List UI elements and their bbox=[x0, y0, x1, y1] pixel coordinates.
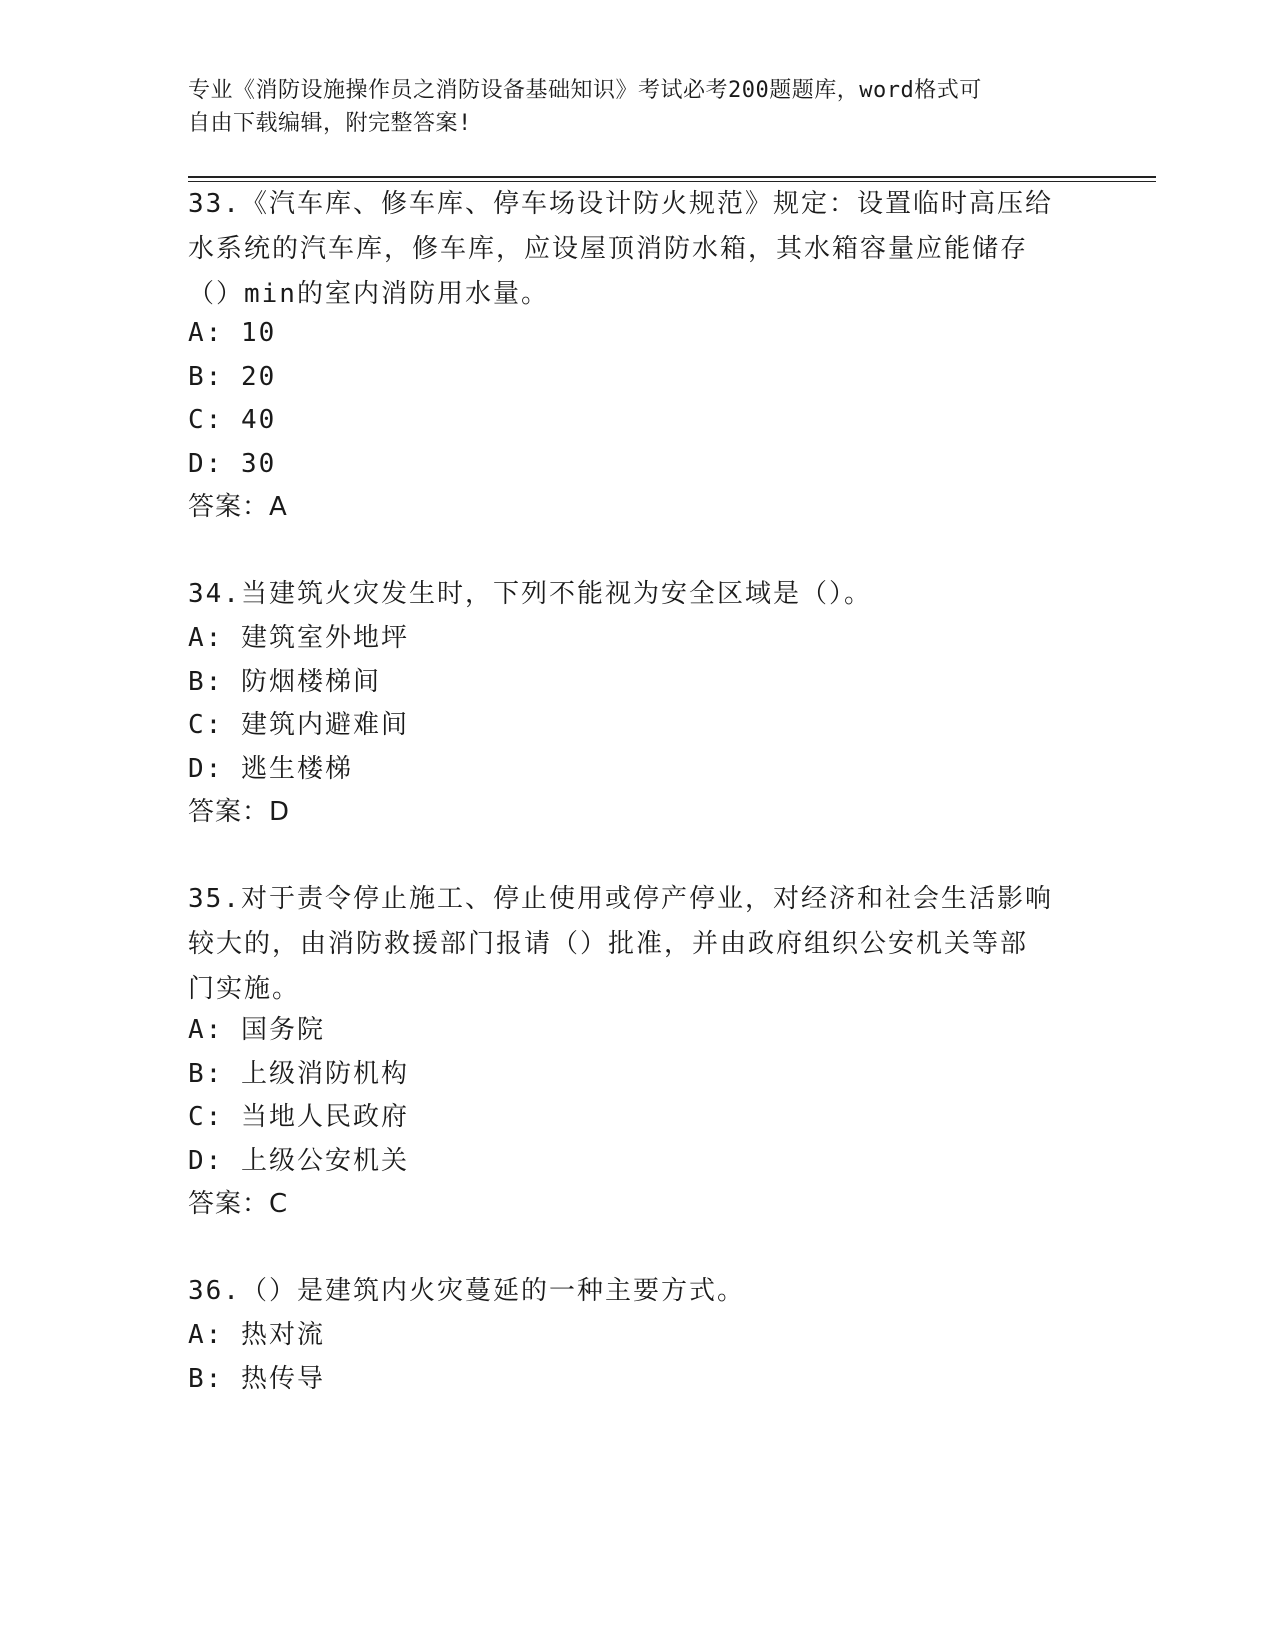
question-line: 水系统的汽车库，修车库，应设屋顶消防水箱，其水箱容量应能储存 bbox=[188, 234, 1029, 264]
question-36-option-a: A: 热对流 bbox=[188, 1320, 325, 1350]
question-34-answer: 答案：D bbox=[188, 797, 291, 827]
question-line: 33.《汽车库、修车库、停车场设计防火规范》规定：设置临时高压给 bbox=[188, 189, 1053, 219]
question-36-option-b: B: 热传导 bbox=[188, 1364, 325, 1394]
question-35-text bbox=[188, 877, 1068, 1012]
question-line: 34.当建筑火灾发生时，下列不能视为安全区域是（）。 bbox=[188, 579, 872, 609]
question-34-option-b: B: 防烟楼梯间 bbox=[188, 667, 381, 697]
question-35-option-c: C: 当地人民政府 bbox=[188, 1102, 409, 1132]
question-33-option-c: C: 40 bbox=[188, 405, 277, 435]
question-33-option-a: A: 10 bbox=[188, 318, 277, 348]
question-line: 35.对于责令停止施工、停止使用或停产停业，对经济和社会生活影响 bbox=[188, 884, 1053, 914]
header-divider-thick bbox=[188, 176, 1156, 178]
question-33-option-d: D: 30 bbox=[188, 449, 277, 479]
question-36-text bbox=[188, 1269, 1068, 1314]
question-33-text bbox=[188, 182, 1068, 317]
question-line: 门实施。 bbox=[188, 974, 301, 1004]
question-line: 较大的，由消防救援部门报请（）批准，并由政府组织公安机关等部 bbox=[188, 929, 1029, 959]
document-header bbox=[188, 74, 1068, 140]
question-35-option-d: D: 上级公安机关 bbox=[188, 1146, 409, 1176]
question-35-answer: 答案：C bbox=[188, 1189, 289, 1219]
question-34-text bbox=[188, 572, 1068, 617]
header-line-2: 自由下载编辑，附完整答案! bbox=[188, 111, 472, 136]
question-35-option-a: A: 国务院 bbox=[188, 1015, 325, 1045]
question-line: （）min的室内消防用水量。 bbox=[188, 279, 549, 309]
question-34-option-a: A: 建筑室外地坪 bbox=[188, 623, 409, 653]
header-line-1: 专业《消防设施操作员之消防设备基础知识》考试必考200题题库，word格式可 bbox=[188, 78, 982, 103]
question-35-option-b: B: 上级消防机构 bbox=[188, 1059, 409, 1089]
question-34-option-c: C: 建筑内避难间 bbox=[188, 710, 409, 740]
question-34-option-d: D: 逃生楼梯 bbox=[188, 754, 353, 784]
question-33-option-b: B: 20 bbox=[188, 362, 277, 392]
question-line: 36.（）是建筑内火灾蔓延的一种主要方式。 bbox=[188, 1276, 745, 1306]
question-33-answer: 答案：A bbox=[188, 492, 288, 522]
